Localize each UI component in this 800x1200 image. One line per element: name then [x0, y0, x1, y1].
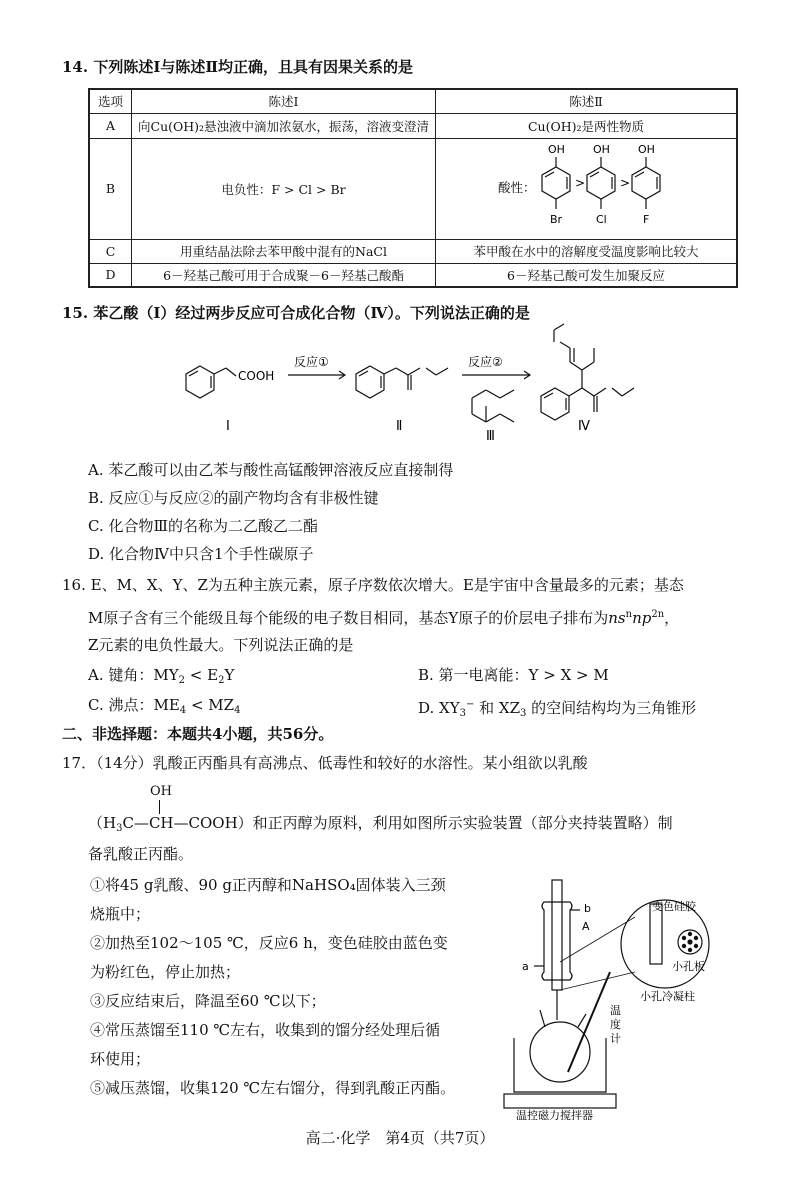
q16-line-1: 16. E、M、X、Y、Z为五种主族元素，原子序数依次增大。E是宇宙中含量最多的元素；基态 [62, 576, 684, 594]
oh-label-1: OH [548, 142, 565, 156]
label-thermometer-1: 温 [610, 1004, 621, 1017]
three-neck-flask [530, 1022, 590, 1082]
small-hole-condenser [650, 904, 662, 964]
oh-label-3: OH [638, 142, 655, 156]
q17-formula-line: $(H_3C—CH—COOH)$和正丙醇为原料，利用如图所示实验装置（部分夹持装置略）制 [88, 814, 673, 834]
compound-label-2: Ⅱ [396, 419, 403, 434]
label-a: a [522, 960, 529, 973]
table-row [89, 263, 737, 287]
compound-label-3: Ⅲ [486, 429, 495, 444]
gt-sign-1: > [575, 175, 586, 190]
reaction-2-label: 反应② [468, 355, 503, 369]
row-statement1: 电负性：F > Cl > Br [132, 138, 436, 239]
page-footer: 高二·化学 第4页（共7页） [305, 1129, 495, 1147]
q15-option-b: B. 反应①与反应②的副产物均含有非极性键 [88, 489, 379, 507]
row-statement1: 向Cu(OH)₂悬浊液中滴加浓氨水，振荡，溶液变澄清 [132, 113, 436, 138]
label-condenser: 小孔冷凝柱 [640, 990, 695, 1003]
q15-option-a: A. 苯乙酸可以由乙苯与酸性高锰酸钾溶液反应直接制得 [88, 461, 454, 479]
q17-step-line: ①将45 g乳酸、90 g正丙醇和NaHSO₄固体装入三颈 [90, 876, 446, 894]
phenol-acidity-diagram [436, 139, 736, 236]
q17-line-3: 备乳酸正丙酯。 [88, 845, 194, 863]
config-np: np [632, 609, 652, 627]
label-thermometer-2: 度 [610, 1018, 621, 1031]
gt-sign-2: > [620, 175, 631, 190]
compound-label-1: Ⅰ [226, 419, 230, 434]
q17-oh-label: OH [150, 784, 172, 799]
flask-neck-right [578, 1014, 586, 1027]
col-header-statement2: 陈述Ⅱ [436, 89, 738, 113]
q17-step-line: ②加热至102～105 ℃，反应6 h，变色硅胶由蓝色变 [90, 934, 448, 952]
q15-title: 15. 苯乙酸（Ⅰ）经过两步反应可合成化合物（Ⅳ）。下列说法正确的是 [62, 304, 530, 322]
row-option: A [89, 113, 132, 138]
q17-step-line: ⑤减压蒸馏，收集120 ℃左右馏分，得到乳酸正丙酯。 [90, 1079, 456, 1097]
q15-option-d: D. 化合物Ⅳ中只含1个手性碳原子 [88, 545, 314, 563]
q16-option-d: D. $XY_3^-$ 和 $XZ_3$ 的空间结构均为三角锥形 [418, 699, 697, 719]
cooh-label: COOH [238, 369, 275, 383]
reaction-1-label: 反应① [294, 355, 329, 369]
row-option: C [89, 239, 132, 263]
comma: ， [664, 609, 680, 627]
q16-option-a: A. 键角：$MY_2 < E_2Y$ [88, 666, 235, 686]
oh-label-2: OH [593, 142, 610, 156]
row-option: D [89, 263, 132, 287]
q17-step-line: 为粉红色，停止加热； [90, 963, 241, 981]
q16-line-2 [88, 604, 679, 629]
acidity-label: 酸性： [498, 179, 536, 195]
flask-neck-left [540, 1010, 545, 1027]
col-header-option: 选项 [89, 89, 132, 113]
q17-step-line: 烧瓶中； [90, 905, 151, 923]
q14-table [88, 88, 738, 288]
row-option: B [89, 138, 132, 239]
q17-line-1: 17．（14分）乳酸正丙酯具有高沸点、低毒性和较好的水溶性。某小组欲以乳酸 [62, 754, 588, 772]
q15-reaction-scheme [170, 320, 690, 450]
table-row [89, 239, 737, 263]
label-silica: 变色硅胶 [652, 900, 696, 913]
label-A: A [582, 920, 590, 933]
label-thermometer-3: 计 [610, 1032, 621, 1045]
q17-step-line: ③反应结束后，降温至60 ℃以下； [90, 992, 326, 1010]
sub-label-f: F [643, 212, 650, 226]
row-statement1: 6－羟基己酸可用于合成聚－6－羟基己酸酯 [132, 263, 436, 287]
row-statement2-acidity [436, 138, 738, 239]
condenser-jacket [542, 902, 572, 980]
label-b: b [584, 902, 591, 915]
label-hole-plate: 小孔板 [672, 960, 705, 973]
compound-label-4: Ⅳ [578, 419, 590, 434]
q16-line-2-text: M原子含有三个能级且每个能级的电子数目相同，基态Y原子的价层电子排布为 [88, 609, 609, 627]
phenol-2 [587, 157, 615, 209]
row-statement2: 苯甲酸在水中的溶解度受温度影响比较大 [436, 239, 738, 263]
config-n: n [625, 609, 633, 620]
config-ns: ns [608, 609, 626, 627]
q16-option-b: B. 第一电离能：Y > X > M [418, 666, 609, 684]
col-header-statement1: 陈述Ⅰ [132, 89, 436, 113]
benzene-1 [186, 366, 214, 398]
table-row [89, 113, 737, 138]
row-statement2: Cu(OH)₂是两性物质 [436, 113, 738, 138]
q17-step-line: 环使用； [90, 1050, 151, 1068]
row-statement1: 用重结晶法除去苯甲酸中混有的NaCl [132, 239, 436, 263]
row-statement2: 6－羟基己酸可发生加聚反应 [436, 263, 738, 287]
q16-option-c: C. 沸点：$ME_4 < MZ_4$ [88, 696, 241, 716]
q15-option-c: C. 化合物Ⅲ的名称为二乙酸乙二酯 [88, 517, 318, 535]
q14-title: 14. 下列陈述Ⅰ与陈述Ⅱ均正确，且具有因果关系的是 [62, 58, 413, 76]
benzene-4 [541, 388, 569, 420]
config-2n: 2n [651, 609, 665, 620]
stirrer-base [504, 1094, 616, 1108]
apparatus-diagram [500, 872, 740, 1120]
phenol-3 [632, 157, 660, 209]
sub-label-br: Br [550, 212, 563, 226]
q17-step-line: ④常压蒸馏至110 ℃左右，收集到的馏分经处理后循 [90, 1021, 441, 1039]
sub-label-cl: Cl [596, 212, 607, 226]
table-row [89, 138, 737, 239]
phenol-1 [542, 157, 570, 209]
section-2-heading: 二、非选择题：本题共4小题，共56分。 [62, 725, 334, 743]
label-stirrer: 温控磁力搅拌器 [516, 1109, 593, 1120]
water-bath [514, 1038, 606, 1092]
condenser-inner [552, 880, 562, 990]
q16-line-3: Z元素的电负性最大。下列说法正确的是 [88, 636, 354, 654]
benzene-2 [356, 366, 384, 398]
